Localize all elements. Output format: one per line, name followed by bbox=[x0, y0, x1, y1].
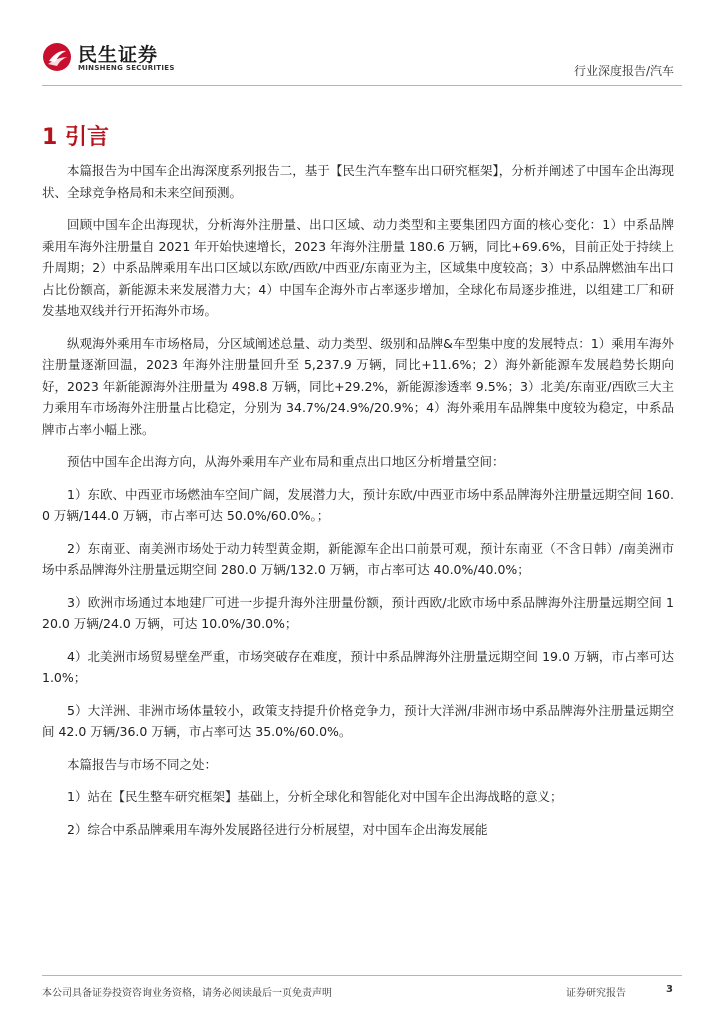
paragraph-market-landscape: 纵观海外乘用车市场格局，分区域阐述总量、动力类型、级别和品牌&车型集中度的发展特点：1）乘用车海外注册量逐渐回温，2023 年海外注册量回升至 5,237.9 万辆，同比+11.6%；2）海外新能源车发展趋势长期向好，2023 年新能源海外注册量为 498.8 万辆，同比+29.2%，新能源渗透率 9.5%；3）北美/东南亚/西欧三大主力乘用车市场海外注册量占比稳定，分别为 34.7%/24.9%/20.9%；4）海外乘用车品牌集中度较为稳定，中系品牌市占率小幅上涨。 bbox=[42, 335, 674, 437]
paragraph-difference-2: 2）综合中系品牌乘用车海外发展路径进行分析展望，对中国车企出海发展能 bbox=[67, 821, 488, 837]
footer-divider bbox=[42, 975, 682, 976]
logo-english-name: MINSHENG SECURITIES bbox=[78, 64, 175, 72]
paragraph-differences-intro: 本篇报告与市场不同之处： bbox=[67, 756, 218, 772]
paragraph-intro: 本篇报告为中国车企出海深度系列报告二，基于【民生汽车整车出口研究框架】，分析并阐述了中国车企出海现状、全球竞争格局和未来空间预测。 bbox=[42, 163, 674, 200]
header-divider bbox=[42, 85, 682, 86]
header-report-type: 行业深度报告/汽车 bbox=[573, 64, 674, 78]
paragraph-outlook-2: 2）东南亚、南美洲市场处于动力转型黄金期，新能源车企出口前景可观，预计东南亚（不含日韩）/南美洲市场中系品牌海外注册量远期空间 280.0 万辆/132.0 万辆，市占率可达 40.0%/40.0%； bbox=[42, 540, 674, 577]
paragraph-difference-1: 1）站在【民生整车研究框架】基础上，分析全球化和智能化对中国车企出海战略的意义； bbox=[67, 789, 563, 804]
paragraph-outlook-4: 4）北美洲市场贸易壁垒严重，市场突破存在难度，预计中系品牌海外注册量远期空间 19.0 万辆，市占率可达 1.0%； bbox=[42, 648, 674, 685]
minsheng-logo-icon bbox=[42, 42, 72, 72]
paragraph-outlook-3: 3）欧洲市场通过本地建厂可进一步提升海外注册量份额，预计西欧/北欧市场中系品牌海外注册量远期空间 120.0 万辆/24.0 万辆，可达 10.0%/30.0%； bbox=[42, 594, 674, 631]
footer-report-type: 证券研究报告 bbox=[566, 988, 626, 999]
paragraph-outlook-1: 1）东欧、中西亚市场燃油车空间广阔，发展潜力大，预计东欧/中西亚市场中系品牌海外注册量远期空间 160.0 万辆/144.0 万辆，市占率可达 50.0%/60.0%。； bbox=[42, 486, 674, 523]
page-number: 3 bbox=[666, 984, 673, 995]
section-title: 1 引言 bbox=[42, 125, 109, 150]
page-header bbox=[42, 38, 682, 86]
paragraph-current-status: 回顾中国车企出海现状，分析海外注册量、出口区域、动力类型和主要集团四方面的核心变化：1）中系品牌乘用车海外注册量自 2021 年开始快速增长，2023 年海外注册量 180.6 万辆，同比+69.6%，目前正处于持续上升周期；2）中系品牌乘用车出口区域以东欧/西欧/中西亚/东南亚为主，区域集中度较高；3）中系品牌燃油车出口占比份额高，新能源未来发展潜力大；4）中国车企海外市占率逐步增加，全球化布局逐步推进，以组建工厂和研发基地双线并行开拓海外市场。 bbox=[42, 217, 674, 318]
minsheng-logo bbox=[42, 38, 192, 78]
logo-chinese-name: 民生证券 bbox=[78, 44, 159, 66]
paragraph-outlook-5: 5）大洋洲、非洲市场体量较小，政策支持提升价格竞争力，预计大洋洲/非洲市场中系品牌海外注册量远期空间 42.0 万辆/36.0 万辆，市占率可达 35.0%/60.0%。 bbox=[42, 702, 674, 739]
paragraph-outlook-intro: 预估中国车企出海方向，从海外乘用车产业布局和重点出口地区分析增量空间： bbox=[67, 454, 505, 469]
body-content bbox=[42, 160, 674, 851]
footer-disclaimer: 本公司具备证券投资咨询业务资格，请务必阅读最后一页免责声明 bbox=[42, 988, 332, 999]
